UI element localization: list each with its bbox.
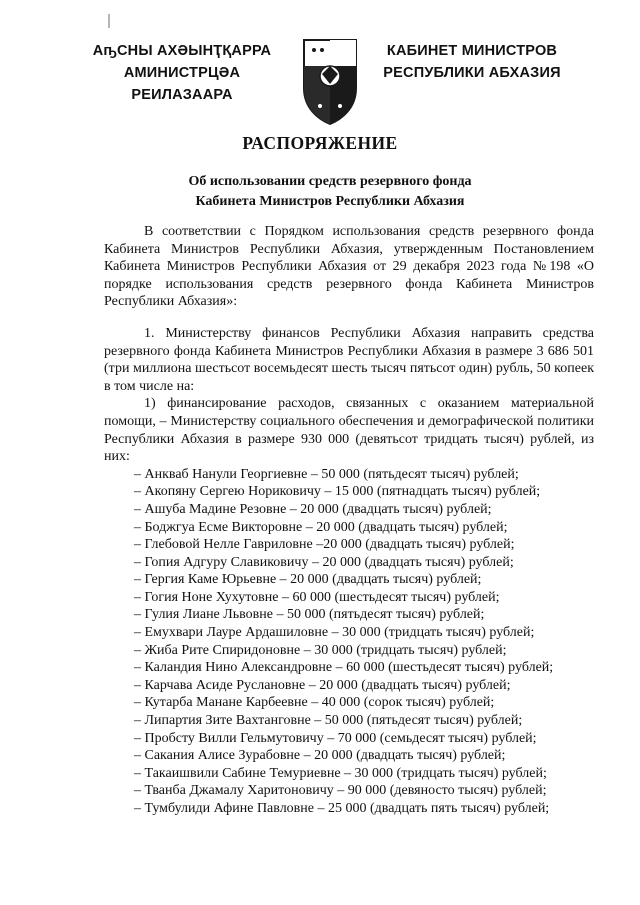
header-abkhaz xyxy=(82,40,282,106)
list-item: – Карчава Асиде Руслановне – 20 000 (двадцать тысяч) рублей; xyxy=(134,677,511,693)
header-russian-line1: КАБИНЕТ МИНИСТРОВ xyxy=(386,43,558,59)
state-emblem xyxy=(300,36,360,126)
list-item: – Липартия Зите Вахтанговне – 50 000 (пятьдесят тысяч) рублей; xyxy=(134,713,523,729)
subtitle-line2: Кабинета Министров Республики Абхазия xyxy=(195,194,465,209)
list-item: – Ашуба Мадине Резовне – 20 000 (двадцать тысяч) рублей; xyxy=(134,501,492,517)
scan-artifact-mark xyxy=(108,14,110,28)
document-title: РАСПОРЯЖЕНИЕ xyxy=(242,133,398,153)
header-russian xyxy=(372,40,572,84)
list-item: – Сакания Алисе Зурабовне – 20 000 (двадцать тысяч) рублей; xyxy=(134,748,506,764)
list-item: – Жиба Рите Спиридоновне – 30 000 (тридцать тысяч) рублей; xyxy=(134,642,507,658)
document-subtitle xyxy=(100,172,560,212)
header-russian-line2: РЕСПУБЛИКИ АБХАЗИЯ xyxy=(383,65,561,81)
preamble-paragraph: В соответствии с Порядком использования средств резервного фонда Кабинета Министров Республики Абхазия, утвержденным Постановлением Кабинета Министров Республики Абхазия от 29 декабря 2023 года №198 «О порядке использования средств резервного фонда Кабинета Министров Республики Абхазия»: xyxy=(104,224,594,310)
list-item: – Тванба Джамалу Харитоновичу – 90 000 (девяносто тысяч) рублей; xyxy=(134,783,547,799)
recipients-list xyxy=(104,466,594,818)
list-item: – Гергия Каме Юрьевне – 20 000 (двадцать тысяч) рублей; xyxy=(134,572,482,588)
point-1-paragraph: 1. Министерству финансов Республики Абхазия направить средства резервного фонда Кабинета Министров Республики Абхазия в размере 3 686 501 (три миллиона шестьсот восемьдесят шесть тысяч пятьсот один) рубль, 50 копеек в том числе на: xyxy=(104,325,594,394)
list-item: – Гогия Ноне Хухутовне – 60 000 (шестьдесят тысяч) рублей; xyxy=(134,589,500,605)
list-item: – Гулия Лиане Львовне – 50 000 (пятьдесят тысяч) рублей; xyxy=(134,607,485,623)
list-item: – Боджгуа Есме Викторовне – 20 000 (двадцать тысяч) рублей; xyxy=(134,519,508,535)
header-abkhaz-line2: АМИНИСТРЦӘА РЕИЛАЗААРА xyxy=(123,65,241,103)
list-item: – Анкваб Нанули Георгиевне – 50 000 (пятьдесят тысяч) рублей; xyxy=(134,466,519,482)
list-item: – Емухвари Лауре Ардашиловне – 30 000 (тридцать тысяч) рублей; xyxy=(134,625,535,641)
document-body xyxy=(104,223,594,818)
list-item: – Кутарба Манане Карбеевне – 40 000 (сорок тысяч) рублей; xyxy=(134,695,495,711)
list-item: – Каландия Нино Александровне – 60 000 (шестьдесят тысяч) рублей; xyxy=(134,660,554,676)
list-item: – Гопия Адгуру Славиковичу – 20 000 (двадцать тысяч) рублей; xyxy=(134,554,514,570)
subpoint-1-paragraph: 1) финансирование расходов, связанных с оказанием материальной помощи, – Министерству социального обеспечения и демографической политики Республики Абхазия в размере 930 000 (девятьсот тридцать тысяч) рублей, из них: xyxy=(104,396,594,465)
list-item: – Тумбулиди Афине Павловне – 25 000 (двадцать пять тысяч) рублей; xyxy=(134,801,550,816)
subtitle-line1: Об использовании средств резервного фонда xyxy=(188,174,472,189)
list-item: – Акопяну Сергею Нориковичу – 15 000 (пятнадцать тысяч) рублей; xyxy=(134,484,541,500)
list-item: – Глебовой Нелле Гавриловне –20 000 (двадцать тысяч) рублей; xyxy=(134,537,515,553)
header-abkhaz-line1: АҧСНЫ АХӘЫНҬҚАРРА xyxy=(92,43,272,59)
list-item: – Такаишвили Сабине Темуриевне – 30 000 (тридцать тысяч) рублей; xyxy=(134,765,547,781)
list-item: – Пробсту Вилли Гельмутовичу – 70 000 (семьдесят тысяч) рублей; xyxy=(134,730,537,746)
